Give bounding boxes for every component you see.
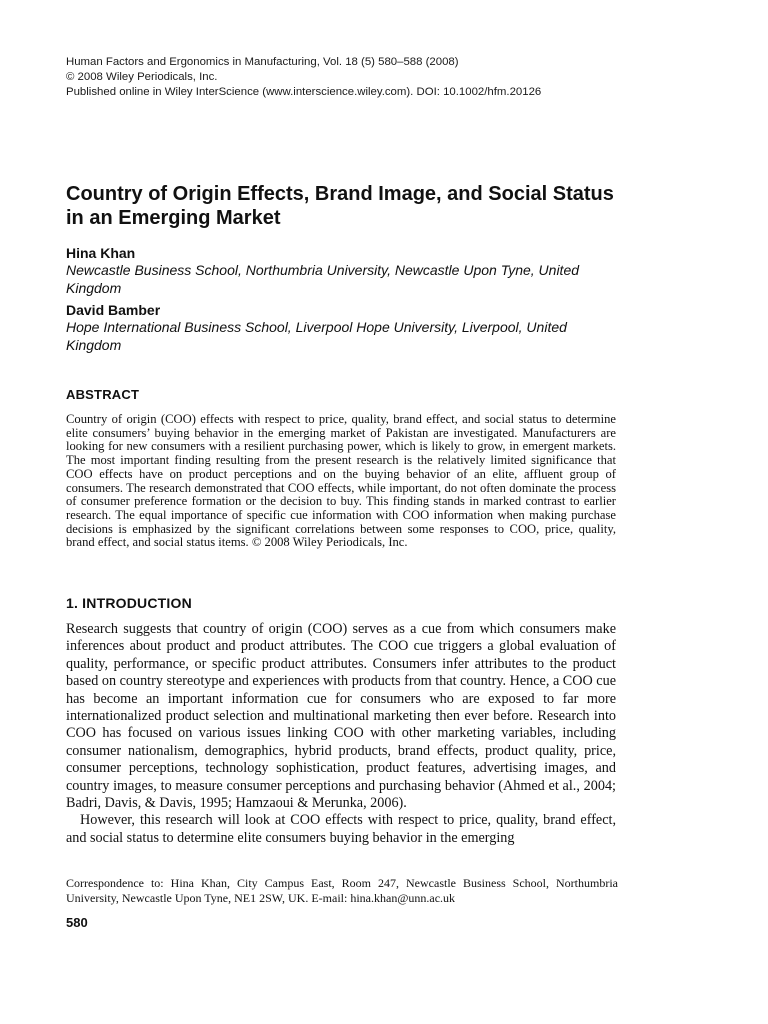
author-name-2: David Bamber (66, 302, 161, 318)
author-affiliation-2: Hope International Business School, Liverpool Hope University, Liverpool, United Kingdom (66, 319, 567, 353)
journal-header (66, 55, 706, 100)
publication-info: Published online in Wiley InterScience (www.interscience.wiley.com). DOI: 10.1002/hfm.20126 (66, 86, 542, 98)
section-heading-introduction: 1. INTRODUCTION (66, 595, 192, 611)
article-title: Country of Origin Effects, Brand Image, and Social Status in an Emerging Market (66, 183, 614, 229)
author-affiliation-1: Newcastle Business School, Northumbria University, Newcastle Upon Tyne, United Kingdom (66, 262, 580, 296)
correspondence-footnote: Correspondence to: Hina Khan, City Campus East, Room 247, Newcastle Business School, Northumbria University, Newcastle Upon Tyne, NE1 2SW, UK. E-mail: hina.khan@unn.ac.uk (66, 876, 618, 905)
abstract-text: Country of origin (COO) effects with respect to price, quality, brand effect, and social status to determine elite consumers’ buying behavior in the emerging market of Pakistan are investigated. Manufacturers are looking for new consumers with a resilient purchasing power, which is likely to grow, in emergent markets. The most important finding resulting from the present research is the relatively limited significance that COO effects have on product perceptions and on the buying behavior of an elite, affluent group of consumers. The research demonstrated that COO effects, while important, do not often dominate the process of consumer preference formation or the decision to buy. This finding stands in marked contrast to earlier research. The equal importance of specific cue information with COO information when making purchase decisions is emphasized by the significant correlations between some responses to COO, price, quality, brand effect, and social status items. © 2008 Wiley Periodicals, Inc. (66, 412, 616, 550)
journal-citation: Human Factors and Ergonomics in Manufacturing, Vol. 18 (5) 580–588 (2008) (66, 56, 459, 68)
copyright-line: © 2008 Wiley Periodicals, Inc. (66, 71, 218, 83)
introduction-body (66, 621, 616, 847)
introduction-paragraph: However, this research will look at COO effects with respect to price, quality, brand effect, and social status to determine elite consumers buying behavior in the emerging (66, 812, 616, 846)
introduction-paragraph: Research suggests that country of origin (COO) serves as a cue from which consumers make inferences about product and product attributes. The COO cue triggers a global evaluation of quality, performance, or specific product attributes. Consumers infer attributes to the product based on country stereotype and experiences with products from that country. Hence, a COO cue has become an important information cue for consumers who are exposed to far more internationalized product selection and multinational marketing then ever before. Research into COO has focused on various issues linking COO with other marketing variables, including consumer nationalism, demographics, hybrid products, brand effects, product quality, price, consumer perceptions, technology sophistication, product features, advertising images, and country images, to measure consumer perceptions and purchasing behavior (Ahmed et al., 2004; Badri, Davis, & Davis, 1995; Hamzaoui & Merunka, 2006). (66, 621, 616, 812)
author-name-1: Hina Khan (66, 245, 136, 261)
abstract-heading: ABSTRACT (66, 387, 140, 402)
page-number: 580 (66, 915, 88, 930)
